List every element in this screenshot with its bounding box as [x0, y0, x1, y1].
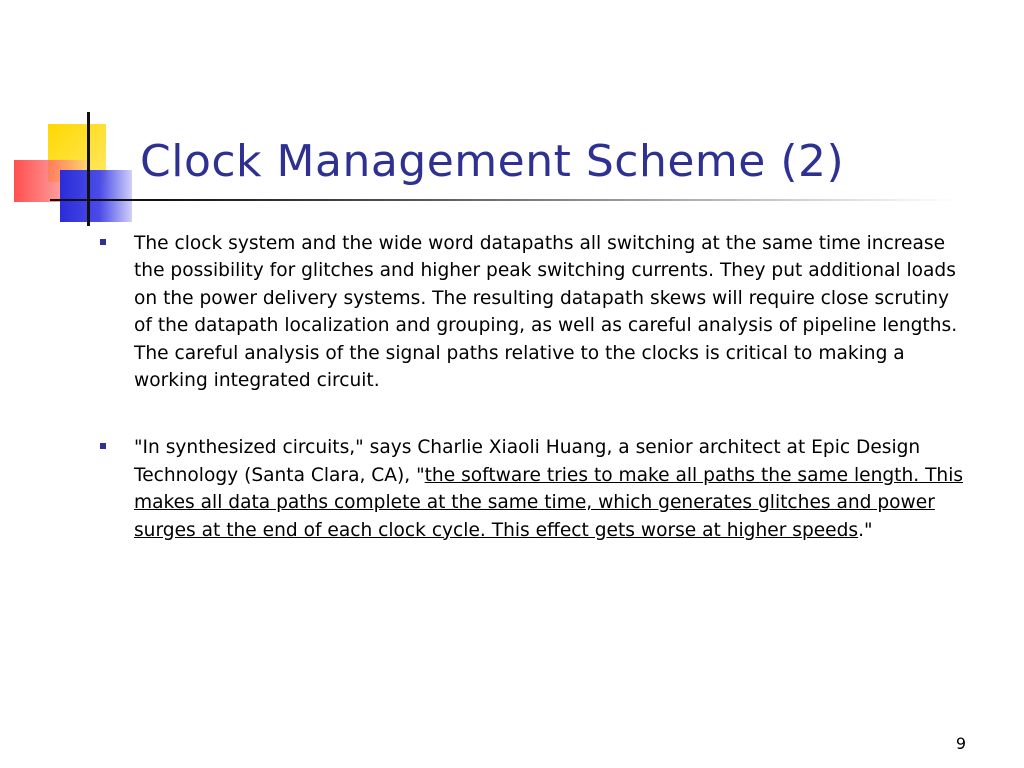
- quote-suffix: .": [858, 519, 873, 541]
- slide-title: Clock Management Scheme (2): [140, 136, 845, 187]
- vertical-rule: [87, 112, 90, 226]
- bullet-item: [96, 434, 966, 544]
- page-number: 9: [955, 734, 966, 753]
- title-underline-rule: [50, 199, 955, 201]
- slide-logo-decoration: [0, 0, 200, 240]
- bullet-square-icon: [100, 239, 106, 245]
- quote-prefix: "In synthesized circuits," says Charlie Xiaoli Huang, a senior architect at Epic Design Technology (Santa Clara, CA), ": [134, 437, 921, 486]
- bullet-square-icon: [100, 443, 106, 449]
- quote-hyperlink[interactable]: the software tries to make all paths the same length. This makes all data paths complete at the same time, which generates glitches and power surges at the end of each clock cycle. This effect gets worse at higher speeds: [134, 464, 964, 541]
- blue-square-decoration: [60, 170, 132, 222]
- slide-content: [96, 230, 966, 584]
- bullet-text: The clock system and the wide word datapaths all switching at the same time increase the possibility for glitches and higher peak switching currents. They put additional loads on the power delivery systems. The resulting datapath skews will require close scrutiny of the datapath localization and grouping, as well as careful analysis of pipeline lengths. The careful analysis of the signal paths relative to the clocks is critical to making a working integrated circuit.: [134, 233, 958, 392]
- bullet-item: [96, 230, 966, 394]
- bullet-text: [134, 434, 966, 544]
